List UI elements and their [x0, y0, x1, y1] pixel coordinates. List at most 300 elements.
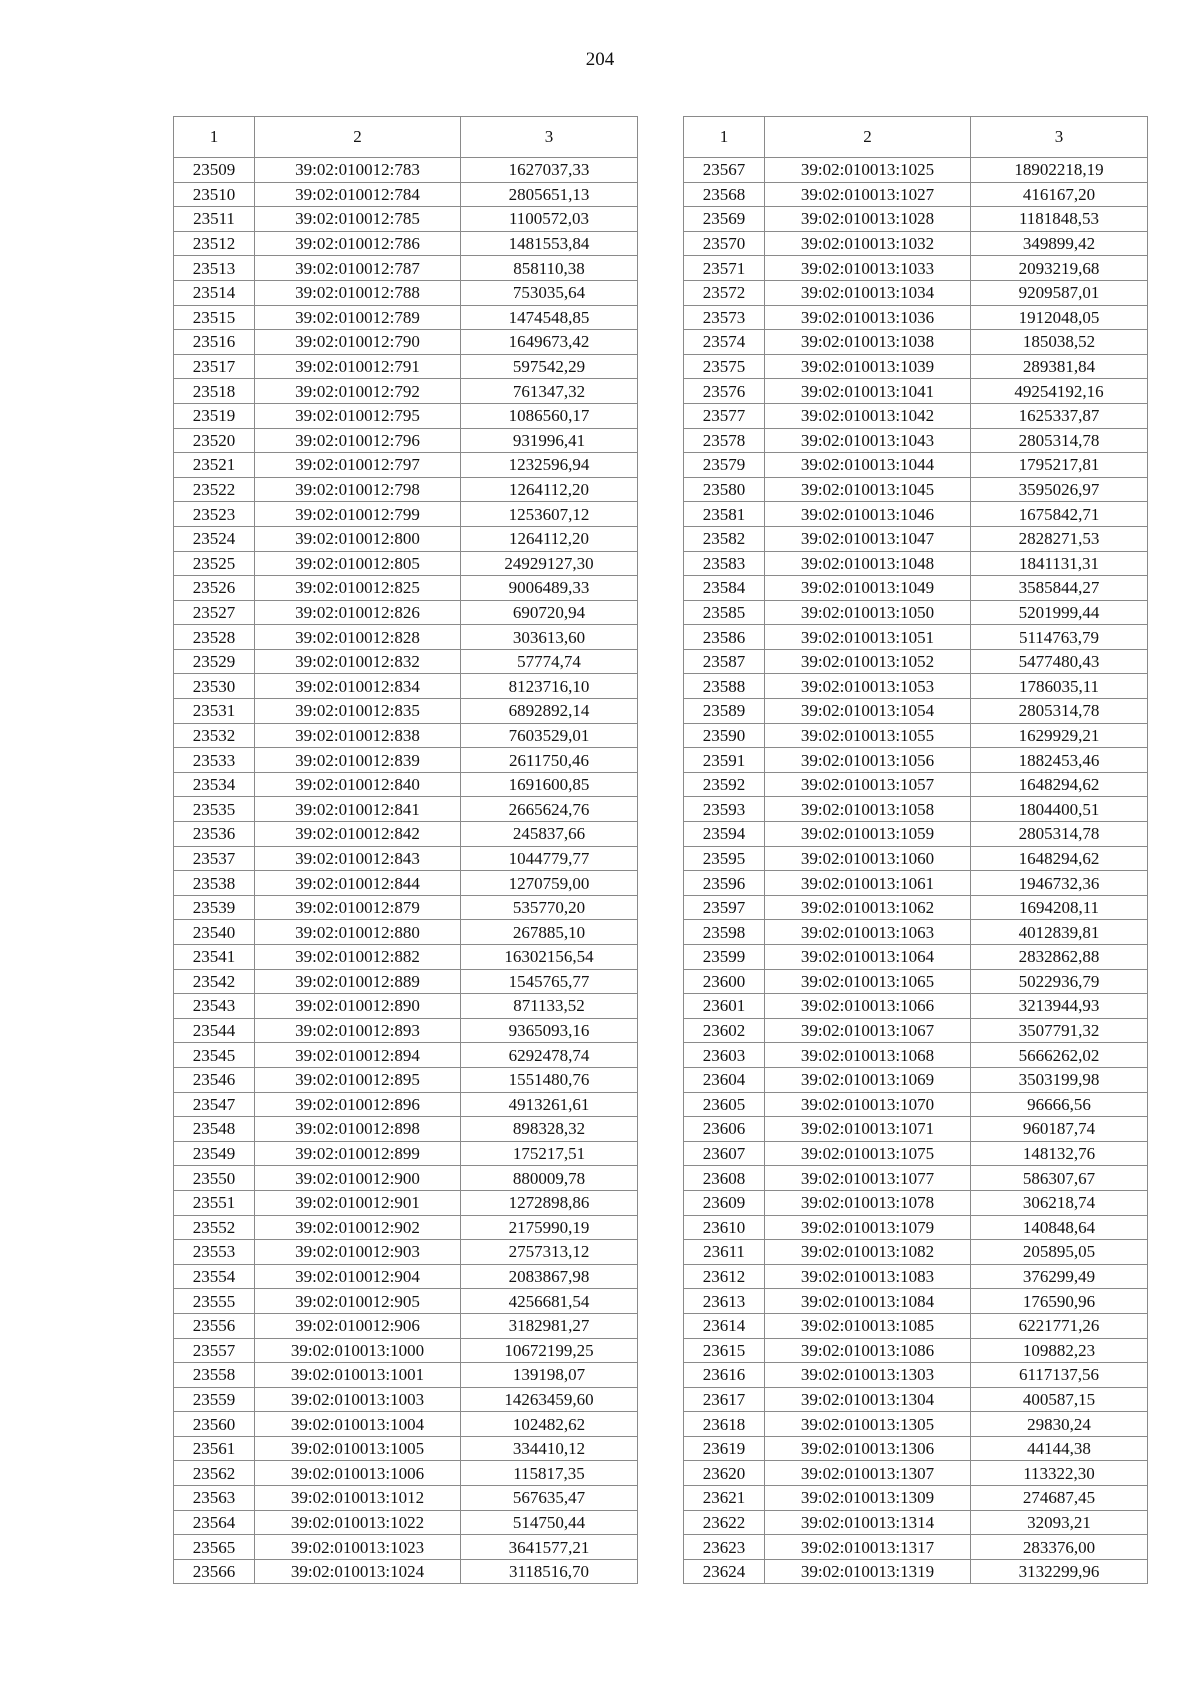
row-number-cell: 23542 — [174, 969, 255, 994]
table-row — [684, 502, 1148, 527]
table-row — [174, 649, 638, 674]
table-row — [174, 477, 638, 502]
row-number-cell: 23557 — [174, 1338, 255, 1363]
cadastral-number-cell: 39:02:010013:1052 — [765, 649, 971, 674]
value-cell: 1270759,00 — [461, 871, 638, 896]
cadastral-number-cell: 39:02:010012:828 — [255, 625, 461, 650]
row-number-cell: 23518 — [174, 379, 255, 404]
cadastral-number-cell: 39:02:010012:800 — [255, 526, 461, 551]
cadastral-number-cell: 39:02:010013:1055 — [765, 723, 971, 748]
row-number-cell: 23590 — [684, 723, 765, 748]
cadastral-number-cell: 39:02:010012:844 — [255, 871, 461, 896]
cadastral-number-cell: 39:02:010013:1047 — [765, 526, 971, 551]
value-cell: 289381,84 — [971, 354, 1148, 379]
row-number-cell: 23525 — [174, 551, 255, 576]
row-number-cell: 23586 — [684, 625, 765, 650]
cadastral-number-cell: 39:02:010013:1060 — [765, 846, 971, 871]
row-number-cell: 23597 — [684, 895, 765, 920]
cadastral-number-cell: 39:02:010013:1004 — [255, 1412, 461, 1437]
table-left — [173, 116, 638, 1584]
row-number-cell: 23547 — [174, 1092, 255, 1117]
table-row — [174, 158, 638, 183]
row-number-cell: 23568 — [684, 182, 765, 207]
table-row — [174, 1190, 638, 1215]
table-row — [174, 822, 638, 847]
cadastral-number-cell: 39:02:010012:900 — [255, 1166, 461, 1191]
cadastral-number-cell: 39:02:010013:1077 — [765, 1166, 971, 1191]
table-row — [174, 1436, 638, 1461]
cadastral-number-cell: 39:02:010013:1305 — [765, 1412, 971, 1437]
row-number-cell: 23517 — [174, 354, 255, 379]
table-row — [684, 428, 1148, 453]
row-number-cell: 23514 — [174, 280, 255, 305]
cadastral-number-cell: 39:02:010013:1049 — [765, 576, 971, 601]
table-row — [684, 797, 1148, 822]
table-row — [684, 748, 1148, 773]
row-number-cell: 23563 — [174, 1486, 255, 1511]
cadastral-number-cell: 39:02:010012:834 — [255, 674, 461, 699]
cadastral-number-cell: 39:02:010013:1309 — [765, 1486, 971, 1511]
table-row — [684, 1166, 1148, 1191]
cadastral-number-cell: 39:02:010012:904 — [255, 1264, 461, 1289]
value-cell: 4012839,81 — [971, 920, 1148, 945]
cadastral-number-cell: 39:02:010012:898 — [255, 1117, 461, 1142]
cadastral-number-cell: 39:02:010012:893 — [255, 1018, 461, 1043]
table-row — [174, 1313, 638, 1338]
value-cell: 416167,20 — [971, 182, 1148, 207]
cadastral-number-cell: 39:02:010012:896 — [255, 1092, 461, 1117]
cadastral-number-cell: 39:02:010012:906 — [255, 1313, 461, 1338]
table-row — [684, 1510, 1148, 1535]
table-header-row — [174, 117, 638, 158]
table-row — [684, 1535, 1148, 1560]
table-row — [174, 1412, 638, 1437]
row-number-cell: 23620 — [684, 1461, 765, 1486]
cadastral-number-cell: 39:02:010013:1303 — [765, 1363, 971, 1388]
table-row — [684, 256, 1148, 281]
value-cell: 400587,15 — [971, 1387, 1148, 1412]
row-number-cell: 23534 — [174, 772, 255, 797]
table-row — [684, 1215, 1148, 1240]
row-number-cell: 23509 — [174, 158, 255, 183]
table-row — [684, 1018, 1148, 1043]
cadastral-number-cell: 39:02:010013:1023 — [255, 1535, 461, 1560]
cadastral-number-cell: 39:02:010013:1032 — [765, 231, 971, 256]
table-row — [684, 1559, 1148, 1584]
table-row — [174, 600, 638, 625]
table-row — [174, 1067, 638, 1092]
row-number-cell: 23513 — [174, 256, 255, 281]
table-row — [684, 305, 1148, 330]
value-cell: 176590,96 — [971, 1289, 1148, 1314]
row-number-cell: 23523 — [174, 502, 255, 527]
row-number-cell: 23617 — [684, 1387, 765, 1412]
table-row — [684, 1117, 1148, 1142]
table-row — [174, 772, 638, 797]
row-number-cell: 23561 — [174, 1436, 255, 1461]
value-cell: 1086560,17 — [461, 403, 638, 428]
value-cell: 32093,21 — [971, 1510, 1148, 1535]
table-row — [174, 994, 638, 1019]
value-cell: 2611750,46 — [461, 748, 638, 773]
value-cell: 10672199,25 — [461, 1338, 638, 1363]
table-row — [684, 1313, 1148, 1338]
header-col-3: 3 — [971, 117, 1148, 158]
cadastral-number-cell: 39:02:010013:1006 — [255, 1461, 461, 1486]
value-cell: 283376,00 — [971, 1535, 1148, 1560]
table-row — [684, 699, 1148, 724]
table-row — [174, 231, 638, 256]
cadastral-number-cell: 39:02:010012:791 — [255, 354, 461, 379]
value-cell: 2083867,98 — [461, 1264, 638, 1289]
value-cell: 1264112,20 — [461, 477, 638, 502]
row-number-cell: 23556 — [174, 1313, 255, 1338]
value-cell: 1100572,03 — [461, 207, 638, 232]
row-number-cell: 23612 — [684, 1264, 765, 1289]
table-row — [684, 1141, 1148, 1166]
cadastral-number-cell: 39:02:010013:1024 — [255, 1559, 461, 1584]
value-cell: 4913261,61 — [461, 1092, 638, 1117]
row-number-cell: 23608 — [684, 1166, 765, 1191]
row-number-cell: 23522 — [174, 477, 255, 502]
header-col-3: 3 — [461, 117, 638, 158]
table-row — [174, 1461, 638, 1486]
cadastral-number-cell: 39:02:010012:788 — [255, 280, 461, 305]
value-cell: 303613,60 — [461, 625, 638, 650]
row-number-cell: 23580 — [684, 477, 765, 502]
row-number-cell: 23599 — [684, 945, 765, 970]
value-cell: 267885,10 — [461, 920, 638, 945]
cadastral-number-cell: 39:02:010013:1304 — [765, 1387, 971, 1412]
table-row — [684, 551, 1148, 576]
table-row — [174, 1166, 638, 1191]
row-number-cell: 23543 — [174, 994, 255, 1019]
cadastral-number-cell: 39:02:010013:1027 — [765, 182, 971, 207]
row-number-cell: 23610 — [684, 1215, 765, 1240]
row-number-cell: 23573 — [684, 305, 765, 330]
cadastral-number-cell: 39:02:010012:835 — [255, 699, 461, 724]
row-number-cell: 23575 — [684, 354, 765, 379]
table-row — [174, 1240, 638, 1265]
row-number-cell: 23519 — [174, 403, 255, 428]
value-cell: 1804400,51 — [971, 797, 1148, 822]
cadastral-number-cell: 39:02:010013:1306 — [765, 1436, 971, 1461]
value-cell: 871133,52 — [461, 994, 638, 1019]
row-number-cell: 23512 — [174, 231, 255, 256]
row-number-cell: 23598 — [684, 920, 765, 945]
row-number-cell: 23588 — [684, 674, 765, 699]
row-number-cell: 23511 — [174, 207, 255, 232]
value-cell: 96666,56 — [971, 1092, 1148, 1117]
value-cell: 3118516,70 — [461, 1559, 638, 1584]
cadastral-number-cell: 39:02:010012:784 — [255, 182, 461, 207]
row-number-cell: 23548 — [174, 1117, 255, 1142]
value-cell: 5022936,79 — [971, 969, 1148, 994]
row-number-cell: 23606 — [684, 1117, 765, 1142]
cadastral-number-cell: 39:02:010013:1086 — [765, 1338, 971, 1363]
value-cell: 6117137,56 — [971, 1363, 1148, 1388]
table-row — [174, 182, 638, 207]
table-row — [684, 1387, 1148, 1412]
cadastral-number-cell: 39:02:010012:795 — [255, 403, 461, 428]
cadastral-number-cell: 39:02:010013:1079 — [765, 1215, 971, 1240]
table-row — [684, 379, 1148, 404]
table-row — [684, 453, 1148, 478]
row-number-cell: 23541 — [174, 945, 255, 970]
value-cell: 306218,74 — [971, 1190, 1148, 1215]
table-row — [174, 354, 638, 379]
table-row — [174, 256, 638, 281]
row-number-cell: 23594 — [684, 822, 765, 847]
row-number-cell: 23615 — [684, 1338, 765, 1363]
row-number-cell: 23558 — [174, 1363, 255, 1388]
row-number-cell: 23623 — [684, 1535, 765, 1560]
row-number-cell: 23579 — [684, 453, 765, 478]
row-number-cell: 23616 — [684, 1363, 765, 1388]
table-row — [174, 1338, 638, 1363]
table-row — [684, 1486, 1148, 1511]
table-row — [684, 895, 1148, 920]
cadastral-number-cell: 39:02:010012:787 — [255, 256, 461, 281]
value-cell: 1264112,20 — [461, 526, 638, 551]
value-cell: 109882,23 — [971, 1338, 1148, 1363]
value-cell: 1627037,33 — [461, 158, 638, 183]
cadastral-number-cell: 39:02:010013:1319 — [765, 1559, 971, 1584]
table-row — [684, 600, 1148, 625]
value-cell: 1044779,77 — [461, 846, 638, 871]
value-cell: 18902218,19 — [971, 158, 1148, 183]
cadastral-number-cell: 39:02:010013:1064 — [765, 945, 971, 970]
cadastral-number-cell: 39:02:010013:1000 — [255, 1338, 461, 1363]
table-row — [174, 1264, 638, 1289]
row-number-cell: 23552 — [174, 1215, 255, 1240]
value-cell: 898328,32 — [461, 1117, 638, 1142]
row-number-cell: 23553 — [174, 1240, 255, 1265]
table-row — [174, 1117, 638, 1142]
table-row — [174, 895, 638, 920]
cadastral-number-cell: 39:02:010012:825 — [255, 576, 461, 601]
cadastral-number-cell: 39:02:010013:1005 — [255, 1436, 461, 1461]
cadastral-number-cell: 39:02:010013:1307 — [765, 1461, 971, 1486]
table-row — [684, 1190, 1148, 1215]
row-number-cell: 23516 — [174, 330, 255, 355]
cadastral-number-cell: 39:02:010012:786 — [255, 231, 461, 256]
table-row — [684, 723, 1148, 748]
value-cell: 1795217,81 — [971, 453, 1148, 478]
cadastral-number-cell: 39:02:010013:1063 — [765, 920, 971, 945]
table-row — [684, 945, 1148, 970]
row-number-cell: 23604 — [684, 1067, 765, 1092]
value-cell: 24929127,30 — [461, 551, 638, 576]
row-number-cell: 23574 — [684, 330, 765, 355]
cadastral-number-cell: 39:02:010012:790 — [255, 330, 461, 355]
table-row — [684, 182, 1148, 207]
cadastral-number-cell: 39:02:010013:1068 — [765, 1043, 971, 1068]
table-row — [684, 1338, 1148, 1363]
cadastral-number-cell: 39:02:010013:1067 — [765, 1018, 971, 1043]
table-row — [174, 1535, 638, 1560]
row-number-cell: 23555 — [174, 1289, 255, 1314]
value-cell: 3595026,97 — [971, 477, 1148, 502]
table-row — [684, 1092, 1148, 1117]
value-cell: 1648294,62 — [971, 772, 1148, 797]
cadastral-number-cell: 39:02:010013:1056 — [765, 748, 971, 773]
value-cell: 3585844,27 — [971, 576, 1148, 601]
table-right — [683, 116, 1148, 1584]
value-cell: 49254192,16 — [971, 379, 1148, 404]
row-number-cell: 23537 — [174, 846, 255, 871]
value-cell: 14263459,60 — [461, 1387, 638, 1412]
row-number-cell: 23583 — [684, 551, 765, 576]
value-cell: 690720,94 — [461, 600, 638, 625]
value-cell: 102482,62 — [461, 1412, 638, 1437]
value-cell: 9365093,16 — [461, 1018, 638, 1043]
value-cell: 29830,24 — [971, 1412, 1148, 1437]
cadastral-number-cell: 39:02:010013:1044 — [765, 453, 971, 478]
table-row — [684, 822, 1148, 847]
row-number-cell: 23560 — [174, 1412, 255, 1437]
cadastral-number-cell: 39:02:010012:826 — [255, 600, 461, 625]
table-row — [174, 576, 638, 601]
cadastral-number-cell: 39:02:010013:1066 — [765, 994, 971, 1019]
cadastral-number-cell: 39:02:010012:894 — [255, 1043, 461, 1068]
value-cell: 57774,74 — [461, 649, 638, 674]
table-row — [684, 871, 1148, 896]
row-number-cell: 23535 — [174, 797, 255, 822]
cadastral-number-cell: 39:02:010013:1061 — [765, 871, 971, 896]
table-row — [174, 699, 638, 724]
value-cell: 1625337,87 — [971, 403, 1148, 428]
value-cell: 3641577,21 — [461, 1535, 638, 1560]
value-cell: 753035,64 — [461, 280, 638, 305]
cadastral-number-cell: 39:02:010013:1001 — [255, 1363, 461, 1388]
row-number-cell: 23585 — [684, 600, 765, 625]
header-col-2: 2 — [765, 117, 971, 158]
value-cell: 1649673,42 — [461, 330, 638, 355]
cadastral-number-cell: 39:02:010013:1022 — [255, 1510, 461, 1535]
header-col-1: 1 — [174, 117, 255, 158]
value-cell: 6892892,14 — [461, 699, 638, 724]
row-number-cell: 23584 — [684, 576, 765, 601]
cadastral-number-cell: 39:02:010013:1054 — [765, 699, 971, 724]
row-number-cell: 23559 — [174, 1387, 255, 1412]
table-row — [174, 723, 638, 748]
row-number-cell: 23600 — [684, 969, 765, 994]
table-row — [684, 280, 1148, 305]
row-number-cell: 23538 — [174, 871, 255, 896]
row-number-cell: 23581 — [684, 502, 765, 527]
value-cell: 245837,66 — [461, 822, 638, 847]
cadastral-number-cell: 39:02:010013:1059 — [765, 822, 971, 847]
cadastral-number-cell: 39:02:010013:1034 — [765, 280, 971, 305]
row-number-cell: 23621 — [684, 1486, 765, 1511]
row-number-cell: 23550 — [174, 1166, 255, 1191]
row-number-cell: 23566 — [174, 1559, 255, 1584]
cadastral-number-cell: 39:02:010013:1053 — [765, 674, 971, 699]
cadastral-number-cell: 39:02:010013:1043 — [765, 428, 971, 453]
value-cell: 597542,29 — [461, 354, 638, 379]
value-cell: 761347,32 — [461, 379, 638, 404]
cadastral-number-cell: 39:02:010013:1069 — [765, 1067, 971, 1092]
row-number-cell: 23520 — [174, 428, 255, 453]
cadastral-number-cell: 39:02:010012:832 — [255, 649, 461, 674]
cadastral-number-cell: 39:02:010012:903 — [255, 1240, 461, 1265]
cadastral-number-cell: 39:02:010013:1051 — [765, 625, 971, 650]
value-cell: 5114763,79 — [971, 625, 1148, 650]
table-row — [684, 477, 1148, 502]
value-cell: 1691600,85 — [461, 772, 638, 797]
table-row — [174, 207, 638, 232]
cadastral-number-cell: 39:02:010013:1039 — [765, 354, 971, 379]
value-cell: 3213944,93 — [971, 994, 1148, 1019]
cadastral-number-cell: 39:02:010012:839 — [255, 748, 461, 773]
row-number-cell: 23531 — [174, 699, 255, 724]
cadastral-number-cell: 39:02:010013:1062 — [765, 895, 971, 920]
table-row — [684, 231, 1148, 256]
cadastral-number-cell: 39:02:010013:1038 — [765, 330, 971, 355]
value-cell: 2805314,78 — [971, 822, 1148, 847]
cadastral-number-cell: 39:02:010013:1083 — [765, 1264, 971, 1289]
cadastral-number-cell: 39:02:010012:842 — [255, 822, 461, 847]
row-number-cell: 23533 — [174, 748, 255, 773]
value-cell: 567635,47 — [461, 1486, 638, 1511]
value-cell: 2828271,53 — [971, 526, 1148, 551]
table-row — [684, 920, 1148, 945]
value-cell: 113322,30 — [971, 1461, 1148, 1486]
value-cell: 205895,05 — [971, 1240, 1148, 1265]
table-row — [174, 280, 638, 305]
value-cell: 2805651,13 — [461, 182, 638, 207]
row-number-cell: 23596 — [684, 871, 765, 896]
table-row — [684, 969, 1148, 994]
row-number-cell: 23569 — [684, 207, 765, 232]
row-number-cell: 23570 — [684, 231, 765, 256]
row-number-cell: 23521 — [174, 453, 255, 478]
cadastral-number-cell: 39:02:010013:1057 — [765, 772, 971, 797]
table-row — [174, 920, 638, 945]
table-row — [684, 625, 1148, 650]
table-row — [684, 1264, 1148, 1289]
cadastral-number-cell: 39:02:010013:1012 — [255, 1486, 461, 1511]
row-number-cell: 23618 — [684, 1412, 765, 1437]
cadastral-number-cell: 39:02:010012:899 — [255, 1141, 461, 1166]
table-row — [684, 403, 1148, 428]
row-number-cell: 23609 — [684, 1190, 765, 1215]
value-cell: 8123716,10 — [461, 674, 638, 699]
value-cell: 3507791,32 — [971, 1018, 1148, 1043]
table-row — [684, 772, 1148, 797]
table-row — [174, 1289, 638, 1314]
row-number-cell: 23592 — [684, 772, 765, 797]
value-cell: 9209587,01 — [971, 280, 1148, 305]
row-number-cell: 23593 — [684, 797, 765, 822]
cadastral-number-cell: 39:02:010013:1028 — [765, 207, 971, 232]
table-row — [684, 576, 1148, 601]
value-cell: 349899,42 — [971, 231, 1148, 256]
table-row — [174, 1486, 638, 1511]
cadastral-number-cell: 39:02:010012:796 — [255, 428, 461, 453]
row-number-cell: 23524 — [174, 526, 255, 551]
table-row — [174, 1559, 638, 1584]
value-cell: 2805314,78 — [971, 428, 1148, 453]
table-row — [174, 1092, 638, 1117]
cadastral-number-cell: 39:02:010013:1003 — [255, 1387, 461, 1412]
table-row — [684, 674, 1148, 699]
table-row — [174, 1215, 638, 1240]
table-row — [684, 1240, 1148, 1265]
cadastral-number-cell: 39:02:010013:1085 — [765, 1313, 971, 1338]
cadastral-number-cell: 39:02:010013:1314 — [765, 1510, 971, 1535]
